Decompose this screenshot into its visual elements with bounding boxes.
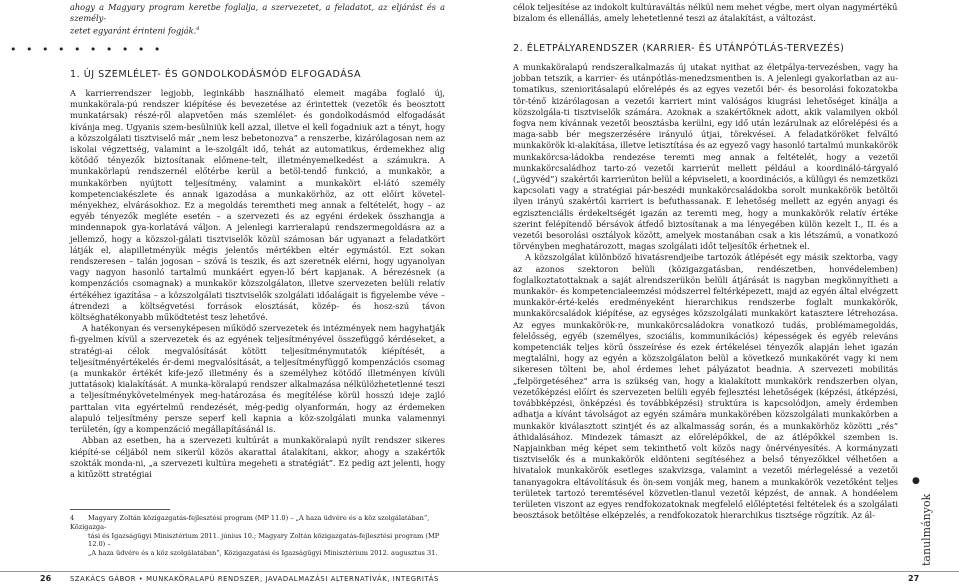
top-right-line-1: célok teljesítése az indokolt kultúraváltás nélkül nem mehet végbe, mert olyan nagymértékű: [513, 2, 898, 12]
right-column-body: [513, 62, 898, 521]
left-paragraph-2: A hatékonyan és versenyképesen működő szervezetek és intézmények nem hagyhatják fi-gyelmen kívül a szervezetek és az egyének teljesítményével összefüggő kérdéseket, a stratégi-ai célok megvalósítását kötött teljesítménymutatók kiépítését, a teljesítményértékelés ér-demi megvalósítását, a teljesítményfüggő kompenzációs csomag (a munkakör értékét kife-jező illetmény és a személyhez kötődő illetményen kívüli juttatások) kialakítását. A munka-köralapú rendszer alkalmazása nélkülözhetetlenné teszi a teljesítménykövetelmények meg-határozása és megítélése körül hosszú ideje zajló parttalan vita egyértelmű rendezését, még-pedig olyanformán, hogy az érdemeken alapuló teljesítmény persze seperf kell kapnia a köz-szolgálati munka valamennyi területén, így a kompenzáció megállapításánál is.: [70, 323, 445, 435]
footnote-divider: [70, 509, 170, 510]
top-left-paragraph-fragment: [70, 2, 445, 37]
top-right-paragraph-fragment: [513, 2, 898, 24]
page-footer: [0, 574, 959, 584]
footnote-line-1: [70, 514, 445, 532]
side-tab-bullet: ●: [912, 476, 920, 486]
footnote-ref-4: 4: [196, 26, 200, 33]
page-number-right: 27: [908, 574, 920, 583]
footnote-number: 4: [70, 514, 75, 522]
top-left-line-1: ahogy a Magyary program keretbe foglalja, a szervezetet, a feladatot, az eljárást és a személy-: [70, 2, 445, 24]
section-heading-1: 1. ÚJ SZEMLÉLET- ÉS GONDOLKODÁSMÓD ELFOGADÁSA: [70, 69, 362, 80]
left-paragraph-1: A karrierrendszer legjobb, leginkább használható elemeit magába foglaló új, munkakörala-pú rendszer kiépítése és bevezetése az érintettek (vezetők és beosztott munkatársak) részé-ről alapvetően más szemlélet- és gondolkodásmód elfogadását kívánja meg. Ugyanis szem-besülniük kell azzal, illetve el kell fogadniuk azt a tényt, hogy a közszolgálati tisztviselő már „nem lesz bebetonozva” a renszerbe, kizárólagosan nem az iskolai végzettség, valamint a le-szolgált idő, tehát az automatikus, érdemekhez alig kötődő tényezők biztosítanak előmene-telt, illetményemelkedést a számukra. A munkakörlapú rendszernél előtérbe kerül a betöl-tendő funkció, a munkakör, a munkakörben nyújtott teljesítmény, valamint a munkakört el-látó személy kompetenciakészlete és annak igazodása a munkakörhöz, az ott előírt követel-ményekhez, elvárásokhoz. Ez a megoldás teremtheti meg annak a feltételét, hogy – az egyéb tényezők megléte esetén – a szervezeti és az egyéni érdekek összhangja a mindennapok gya-korlatává váljon. A jelenlegi karrieralapú rendszermegoldásra az a jellemző, hogy a közszol-gálati tisztviselők közül számosan bár ugyanazt a feladatkört látják el, alapilletményük mégis jelentős mértékben eltér egymástól. Ezt sokan rendszeresen – talán jogosan – szóvá is teszik, és azt szeretnék elérni, hogy ugyanolyan vagy nagyon hasonló tartalmú munkáért egyen-lő bért kapjanak. A bérezésnek (a kompenzációs csomagnak) a munkakör közszolgálaton, illetve szervezeten belüli relatív értékéhez igazítása – a közszolgálati tisztviselők szolgálati időalágait is figyelembe véve – átrendezi a költségvetési források elosztását, közép- és hosz-szú távon költséghatékonyabb működtetést tesz lehetővé.: [70, 88, 445, 323]
footnote-line-3: „A haza üdvére és a köz szolgálatában”, Közigazgatási és Igazságügyi Minisztérium 2012. augusztus 31.: [88, 549, 438, 558]
footnote: [70, 514, 445, 558]
footnote-line-2: tási és Igazságügyi Minisztérium 2011. június 10.; Magyary Zoltán közigazgatás-fejlesztési program (MP 12.0) –: [88, 531, 440, 549]
running-head: SZAKÁCS GÁBOR • MUNKAKÖRALAPÚ RENDSZER, JAVADALMAZÁSI ALTERNATÍVÁK, INTEGRITÁS: [70, 575, 439, 583]
side-tab-label: tanulmányok: [920, 493, 933, 566]
footnote-text-1: Magyary Zoltán közigazgatás-fejlesztési program (MP 11.0) – „A haza üdvére és a köz szolgálatában”, Közigazga-: [70, 514, 430, 531]
left-paragraph-3: Abban az esetben, ha a szervezeti kultúrát a munkaköralapú nyílt rendszer sikeres kiépíté-se céljából nem sikerül közös akarattal átalakítani, akkor, ahogy a szakértők szokták monda-ni, „a szervezeti kultúra megeheti a stratégiát”. Ez pedig azt jelenti, hogy a kitűzött stratégiai: [70, 435, 445, 479]
right-paragraph-2: A közszolgálat különböző hivatásrendjeibe tartozók átlépését egy másik szektorba, vagy az azonos szektoron belüli (közigazgatásban, rendészetben, honvédelemben) foglalkoztatottaknak a saját alrendszerükön belüli átjárását is nagyban megkönnyítheti a munkakör- és kompetencialeemzési módszerrel feltérképezett, majd az egyén által elvégzett munkakör-érté-kelés eredményeként hierarchikus rendszerbe foglalt munkakörök, munkakörcsaládok kiépítése, az egységes közszolgálati munkakört katasztere létrehozása. Az egyes munkakörök-re, munkakörcsaládokra vonatkozó tudás, problémamegoldás, felelősség, egyéb (személyes, szociális, kommunikációs) képességek és egyéb releváns kompetenciák teljes körű összeírése és ezek értékelései tényezők alapján lehet igazán megtalálni, hogy az egyén a közszolgálaton belül a következő munkakörét vagy ki nem sikeresen tölteni be, ahol érdemes lehet pályázatot beadnia. A szervezeti mobilitás „felpörgetéséhez” arra is szükség van, hogy a kialakított munkakörk rendszerben olyan, vezetőképzési előírt és szervezeten belüli egyéb fejlesztési lehetőségek (képzési, átképzési, továbbképzési, önképzési és továbbképzési) struktúra is kapcsolódjon, amely érdemben adhatja a kívánt távolságot az egyén számára munkakörében közszolgálati munkakörben a munkakör kiválasztott szintjét és az alkalmasság során, és a munkakörhöz közötti „rés” áthidalásához. Mindezek támaszt az előrelépőkkel, de az átlépőkkel szemben is. Napjainkban még képet sem tekinthető volt közös nagy önérvényesítés. A kormányzati tisztviselők és a munkakörök eldönteni segítéséhez a belső tényezőkkel vélhetően a hivatalok munkakörök esetleges szakvizsga, valamint a vezetői mérlegeléssé a vezetői tananyagokra eltávolításuk és ön-sem vonják meg, hanem a munkakörök vezetőként teljes területek tartozó teremtésével közvetlen-tlanul vezetői képzést, de annak. A hondéelem területen viszont az egyes rendfokozatoknak megfelelő előléptetési feltételek és a szolgálati beosztások betöltése elképzelés, a rendfokozatok hierarchikus tisztsége rögzítik. Az ál-: [513, 252, 898, 521]
section-divider-dots: • • • • • • • • • •: [10, 43, 164, 56]
top-right-line-2: bizalom és ellenállás, amely lehetetlenné teszi az átalakítást, a változást.: [513, 13, 816, 24]
page-number-left: 26: [40, 574, 52, 583]
section-heading-2: 2. ÉLETPÁLYARENDSZER (KARRIER- ÉS UTÁNPÓTLÁS-TERVEZÉS): [513, 43, 845, 54]
left-column-body: [70, 88, 445, 480]
right-paragraph-1: A munkaköralapú rendszeralkalmazás új utakat nyithat az életpálya-tervezésben, vagy ha jobban tetszik, a karrier- és utánpótlás-menedzsmentben is. A jelenlegi gyakorlatban az au-tomatikus, szenioritásalapú előrelépés és az egyes vezetői bér- és besorolási fokozatokba tör-ténő kizárólagosan a vezetői karriert mint valóságos kiugrási lehetőséget kínálja a közszolgála-ti tisztviselők számára. Azoknak a szakértőknek adott, akik valamilyen okból fogva nem kívánnak vezetői beosztásba kerülni, egy idő után lezárulnak az előrelépési és a maga-sabb bér megszerzésére irányuló útjai, törekvései. A feladatköröket felváltó munkakörök ki-alakítása, illetve letisztítása és az egyező vagy hasonló tartalmú munkakörök munkakörcsa-ládokba rendezése teremti meg annak a feltételét, hogy a vezetői munkakörcsaládhoz tarto-zó vezetői karrierút mellett például a koordináló-tárgyaló („ügyvéd”) szakértői karrierúton belül a képviseleti, a koordinációs, a külügyi és nemzetközi kapcsolati vagy a stratégiai pár-beszédi munkakörcsaládokba sorolt munkakörök betöltői ilyen irányú szakértői karriert is befuthassanak. E lehetőség mellett az egyén anyagi és egzisztenciális érdekeltségét igazán az teremti meg, hogy a munkakörök relatív értéke szerint felépítendő bérsávok átfedő biztosítanak a ma lényegében külön kezelt I., II. és a vezetői besorolási osztályok között, amelyek mostanában csak a kis létszámú, a vonatkozó törvényben meghatározott, magas szolgálati időt teljesítők érhetnek el.: [513, 62, 898, 252]
top-left-line-2-text: zetet egyaránt érinteni fogják.: [70, 26, 197, 37]
footer-rule: [0, 571, 959, 572]
top-left-line-2: [70, 24, 445, 37]
